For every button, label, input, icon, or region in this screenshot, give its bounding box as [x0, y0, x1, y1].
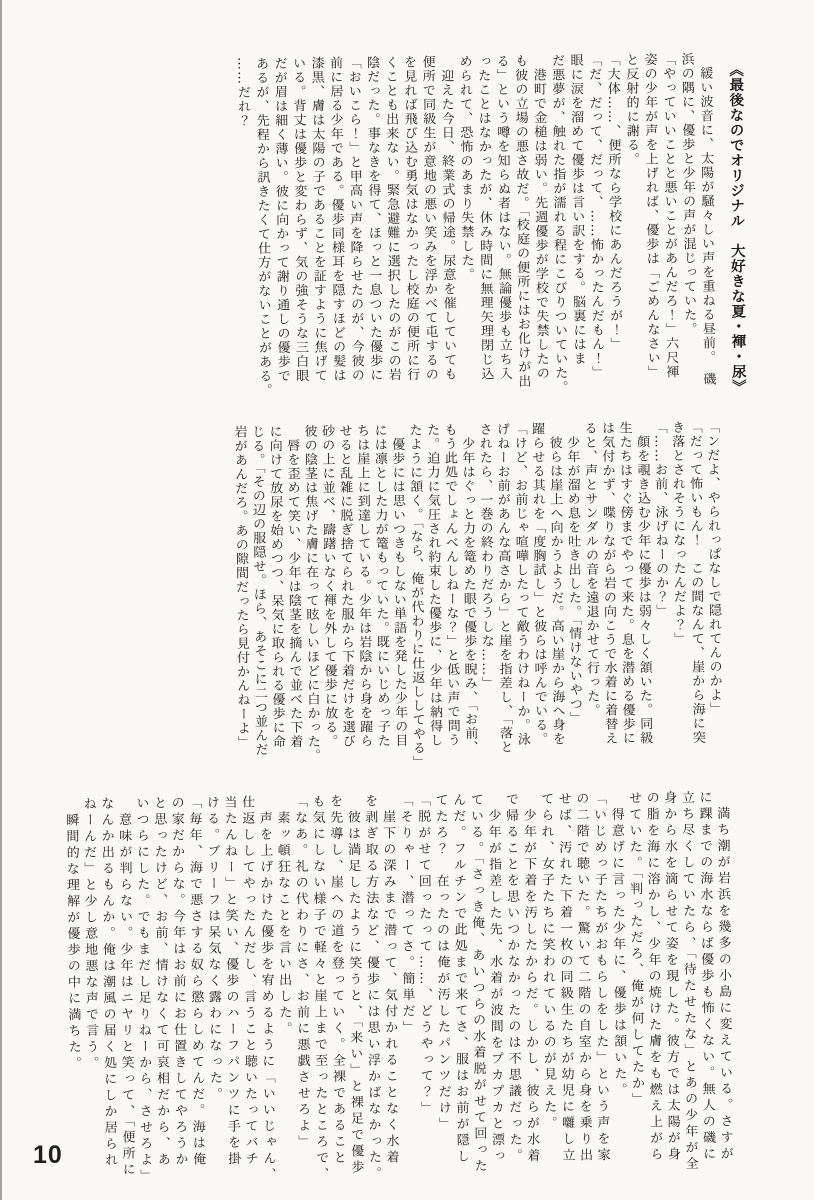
text-line: 漆黒、膚は太陽の子であることを証すように焦げて: [308, 56, 327, 383]
text-block-top: [229, 52, 717, 405]
text-line: 港町で金槌は弱い。先週優歩が学校で失禁したの: [530, 53, 549, 381]
text-line: を先導し、崖への道を登っていく。全裸であること: [326, 794, 346, 1167]
text-line: は気付かず、喋りながら岩の向こうで水着に着替え: [599, 421, 618, 746]
text-line: されたら、一巻の終わりだろうしな……」: [476, 422, 495, 691]
scan-edge-artifact: [0, 0, 2, 1200]
text-line: せると乱雑に脱ぎ捨てられた服から下着だけを選び: [336, 423, 355, 749]
text-line: てられ、女子たちに笑われているのが見えた。: [538, 791, 557, 1133]
text-line: 「だって怖いもん！ この間なんて、崖から海に突: [686, 420, 705, 745]
text-line: 「いじめっ子たちがおもらしをした」という声を家: [590, 791, 610, 1165]
text-line: 身から水を滴らせて姿を現した。彼方では太陽が身: [661, 790, 681, 1164]
text-line: ……だれ？: [234, 56, 251, 129]
text-line: 迎えた今日、終業式の帰途。尿意を催していても: [438, 54, 457, 382]
text-line: 陰だった。事なきを得て、ほっと一息ついた優歩に: [364, 55, 383, 383]
text-line: も彼の立場の悪さ故だ。「校庭の便所にはお化けが出: [512, 53, 531, 389]
text-line: ると、声とサンダルの音を遠退かせて行った。: [581, 421, 600, 718]
text-line: 「……お前、泳げねーのか？」: [651, 420, 669, 619]
text-line: 彼の陰茎は焦げた膚に在って眩しいほどに白かった。: [301, 424, 321, 763]
text-line: 彼は満足したように笑うと、「来い」と裸足で優歩: [344, 793, 364, 1177]
text-line: も気にしない様子で軽々と崖上まで至ったところで、: [309, 794, 329, 1184]
text-line: いる。背丈は優歩と変わらず、気の強そうな三白眼: [290, 56, 309, 384]
text-line: の二階で聴いた。驚いて二階の自室から身を乗り出: [573, 791, 593, 1165]
text-line: 顔を覗き込む少年に優歩は弱々しく頷いた。同級: [634, 420, 653, 746]
text-line: 「なあ。礼の代わりにさ、お前に悪戯させろよ」: [291, 794, 311, 1151]
text-line: と思ったけど、お前、情けなくて可哀相だから、あ: [151, 795, 170, 1169]
text-line: せば、汚れた下着一枚の同級生たちが幼児に囃し立: [555, 791, 575, 1165]
text-line: じる。「その辺の服隠せ。ほら、あそこに二つ並んだ: [249, 424, 268, 757]
text-line: 少年が溜め息を吐き出した。「情けないやつ」: [564, 421, 583, 726]
text-line: 意味が判らない。少年はニヤリと笑って、「便所に: [115, 796, 135, 1179]
text-block-middle: [226, 420, 724, 785]
text-line: には凛とした力が篭もっていた。既にいじめっ子た: [371, 423, 390, 748]
text-line: 「だ、だって、だって、……怖かったんだもん！」: [586, 53, 605, 380]
text-line: き落とされそうになったんだよ？」: [669, 420, 687, 647]
text-line: 「ンだよ、やられっぱなしで隠れてんのかよ」: [704, 420, 723, 717]
text-line: の脂を海に溶かし、少年の焼けた膚をも燃え上がら: [643, 790, 663, 1164]
story-title: 《最後なのでオリジナル 大好きな夏・褌・尿》: [727, 62, 747, 395]
text-line: 眼に涙を溜めて優歩は言い訳をする。脳裏にはま: [567, 53, 586, 366]
text-line: に踝までの海水ならば優歩も怖くない。無人の磯に: [696, 790, 716, 1163]
text-line: 少年が下着を汚したからだ。しかし、彼らが水着: [520, 792, 540, 1165]
text-line: を剥ぎ取る方法など、優歩には思い浮かばなかった。: [362, 793, 382, 1183]
text-line: くことも出来ない。緊急避難に選択したのがこの岩: [382, 55, 401, 383]
text-line: なんか出るもんか。俺は潮風の届く処にしか居られ: [98, 796, 118, 1170]
text-line: と反射的に謝る。: [623, 52, 640, 167]
text-line: 姿の少年が声を上げれば、優歩は「ごめんなさい」: [641, 52, 660, 380]
text-line: げねーお前があんな高さから」と崖を指差し、「落と: [494, 422, 513, 755]
text-line: の家だからな。今年はお前にお仕置きしてやろうか: [168, 795, 188, 1169]
text-line: 躍らせる其れを「度胸試し」と彼らは呼んでいる。: [529, 421, 548, 747]
text-line: だが眉は細く薄い。彼に向かって謝り通しの優歩で: [271, 56, 290, 384]
text-line: 満ち潮が岩浜を幾多の小島に変えている。さすが: [714, 790, 733, 1163]
text-line: められて、恐怖のあまり失禁した。: [456, 54, 474, 282]
text-line: だ悪夢が、触れた指が濡れる程にこびりついていた。: [549, 53, 568, 395]
text-line: 砂の上に並べ、躊躇いなく褌を外して優歩に放る。: [319, 424, 338, 749]
text-line: てたろ？ 在ったのは俺が汚したパンツだけ」: [432, 792, 452, 1134]
text-line: 「そりゃー、潜ってさ。簡単だ」: [397, 793, 415, 1037]
text-line: んだ。フルチンで此処まで来てさ、服はお前が隠し: [450, 792, 470, 1166]
text-line: 唇を歪めて笑い、少年は陰茎を摘んで並べた下着: [284, 424, 303, 749]
text-line: 前に居る少年である。優歩同様耳を隠すほどの髪は: [327, 55, 346, 383]
text-line: 声を上げかけた優歩を宥めるように「いいじゃん、: [256, 794, 276, 1184]
text-line: に向けて放尿を始めつつ、呆気に取られる優歩に命: [266, 424, 285, 750]
text-line: 崖下の深みまで潜って、気付かれることなく水着: [379, 793, 399, 1167]
text-block-bottom: [56, 790, 734, 1185]
text-line: ける。ブリーフは呆気なく露わになった。: [203, 795, 223, 1104]
text-line: ちは崖上に到達している。少年は岩陰から身を躍ら: [354, 423, 373, 749]
text-line: 当たんねー」と笑い、優歩のハーフパンツに手を掛: [221, 795, 241, 1168]
text-line: 立ち尽くしていたら、「待たせたな」とあの少年が全: [678, 790, 698, 1173]
text-line: たように頷く。「なら、俺が代わりに仕返ししてやる」: [406, 423, 426, 770]
text-line: 優歩には思いつきもしない単語を発した少年の目: [389, 423, 408, 748]
text-line: を見れば飛び込む勇気はなかったし校庭の便所に行: [401, 55, 420, 382]
text-line: あるが、先程から訊きたくて仕方がないことがある。: [253, 56, 272, 398]
text-line: 少年はぐっと力を篭めた眼で優歩を睨み、「お前、: [459, 422, 478, 755]
text-line: 瞬間的な理解が優歩の中に満ちた。: [63, 796, 81, 1073]
text-line: せていた。「判っただろ、俺が何してたか」: [626, 790, 645, 1109]
text-line: ている。「さっき俺、あいつらの水着脱がせて回った: [467, 792, 487, 1176]
text-line: た。迫力に気圧され約束した優歩に、少年は納得し: [424, 422, 443, 748]
text-line: 岩があんだろ。あの隙間だったら見付かんねーよ」: [231, 424, 250, 750]
text-line: 彼らは崖上へ向かうようだ。高い崖から海へ身を: [546, 421, 565, 747]
text-line: 素ッ頓狂なことを言い出した。: [274, 794, 292, 1038]
text-line: 少年が指差した先、水着が波間をプカプカと漂っ: [485, 792, 505, 1166]
text-line: もう此処でしょんべんしねーな？」と低い声で問う: [441, 422, 460, 748]
text-line: ったことはなかったが、休み時間に無理矢理閉じ込: [475, 54, 494, 382]
text-line: 「脱がせて回ったって……、どうやって？」: [414, 793, 434, 1118]
text-line: 得意げに言った少年に、優歩は頷いた。: [608, 791, 627, 1100]
text-line: いつらにした。でもまだし足りねーから、させろよ」: [133, 796, 153, 1186]
text-line: 生たちはすぐ傍までやって来た。息を潜める優歩に: [616, 420, 635, 746]
text-line: 「おいこら！」と甲高い声を降らせたのが、今彼の: [345, 55, 364, 383]
text-line: 「毎年、海で悪さする奴ら懲らしめてんだ。海は俺: [186, 795, 206, 1169]
text-line: る」という噂を知らぬ者はない。無論優歩も立ち入: [493, 54, 512, 381]
text-line: 緩い波音に、太陽が騒々しい声を重ねる昼前。 磯: [697, 52, 716, 387]
text-line: 「大体……、便所なら学校にあんだろうが！」: [604, 52, 623, 352]
text-line: 便所で同級生が意地の悪い笑みを浮かべて屯するの: [419, 54, 438, 382]
text-line: ねーんだ」と少し意地悪な声で言う。: [80, 796, 99, 1073]
text-line: 「けど、お前じゃ喧嘩したって敵うわけねーか。泳: [511, 422, 530, 747]
text-line: 浜の隅に、優歩と少年の声が混じっていた。: [678, 52, 697, 337]
text-line: で帰ることを思いつかなかったのは不思議だった。: [502, 792, 522, 1165]
page-number: 10: [33, 1141, 63, 1169]
text-line: 仕返ししてやったんだし、言うこと聴いたってバチ: [238, 794, 258, 1168]
text-line: 「やっていいことと悪いことがあんだろ！」六尺褌: [660, 52, 679, 380]
